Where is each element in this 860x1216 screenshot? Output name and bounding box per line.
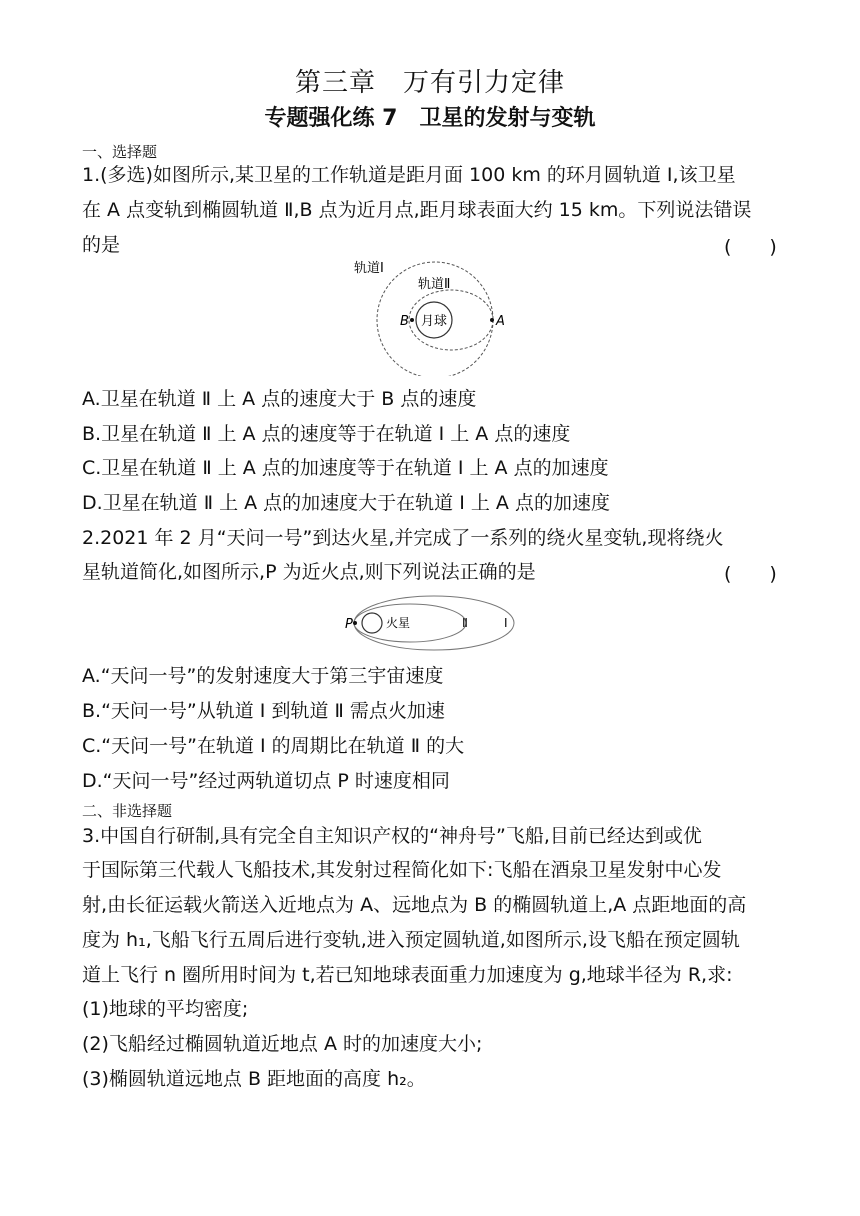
point-b-dot	[410, 318, 414, 322]
q2-stem-line-1: 2.2021 年 2 月“天问一号”到达火星,并完成了一系列的绕火星变轨,现将绕火	[82, 527, 724, 549]
q2-stem-line-2: 星轨道简化,如图所示,P 为近火点,则下列说法正确的是	[82, 561, 536, 583]
chapter-title: 第三章 万有引力定律	[294, 68, 565, 98]
q1-option-b: B.卫星在轨道 Ⅱ 上 A 点的速度等于在轨道 Ⅰ 上 A 点的速度	[82, 423, 571, 445]
q1-orbit-diagram	[340, 256, 520, 376]
q2-option-d: D.“天问一号”经过两轨道切点 P 时速度相同	[82, 770, 450, 792]
page-subtitle: 专题强化练 7 卫星的发射与变轨	[264, 106, 596, 131]
point-p-dot	[353, 621, 357, 625]
orbit-1-label: 轨道Ⅰ	[354, 261, 384, 276]
q2-option-c: C.“天问一号”在轨道 Ⅰ 的周期比在轨道 Ⅱ 的大	[82, 735, 465, 757]
mars-orbit-1-ellipse	[354, 596, 514, 650]
point-b-label: B	[400, 314, 409, 329]
section-heading-non-choice: 二、非选择题	[82, 802, 173, 820]
q3-subquestion-3: (3)椭圆轨道远地点 B 距地面的高度 h₂。	[82, 1068, 426, 1090]
moon-label: 月球	[420, 314, 448, 329]
q1-answer-blank: ( )	[724, 236, 777, 258]
q3-line-4: 度为 h₁,飞船飞行五周后进行变轨,进入预定圆轨道,如图所示,设飞船在预定圆轨	[82, 929, 740, 951]
q2-option-a: A.“天问一号”的发射速度大于第三宇宙速度	[82, 665, 444, 687]
mars-orbit-1-label: Ⅰ	[504, 616, 508, 630]
q3-subquestion-1: (1)地球的平均密度;	[82, 998, 249, 1020]
q3-line-2: 于国际第三代载人飞船技术,其发射过程简化如下:飞船在酒泉卫星发射中心发	[82, 859, 722, 881]
q1-stem-line-3: 的是	[82, 234, 121, 256]
q2-option-b: B.“天问一号”从轨道 Ⅰ 到轨道 Ⅱ 需点火加速	[82, 700, 445, 722]
q1-stem-line-1: 1.(多选)如图所示,某卫星的工作轨道是距月面 100 km 的环月圆轨道 Ⅰ,该卫星	[82, 164, 736, 186]
q2-answer-blank: ( )	[724, 563, 777, 585]
mars-orbit-2-label: Ⅱ	[462, 616, 468, 630]
q3-subquestion-2: (2)飞船经过椭圆轨道近地点 A 时的加速度大小;	[82, 1033, 483, 1055]
q1-option-c: C.卫星在轨道 Ⅱ 上 A 点的加速度等于在轨道 Ⅰ 上 A 点的加速度	[82, 457, 609, 479]
q1-stem-line-2: 在 A 点变轨到椭圆轨道 Ⅱ,B 点为近月点,距月球表面大约 15 km。下列说法错误	[82, 199, 752, 221]
q2-orbit-diagram	[344, 594, 520, 652]
point-a-label: A	[496, 314, 505, 329]
point-a-dot	[490, 318, 494, 322]
q3-line-3: 射,由长征运载火箭送入近地点为 A、远地点为 B 的椭圆轨道上,A 点距地面的高	[82, 894, 747, 916]
point-p-label: P	[345, 617, 353, 632]
mars-label: 火星	[386, 616, 411, 630]
q1-option-d: D.卫星在轨道 Ⅱ 上 A 点的加速度大于在轨道 Ⅰ 上 A 点的加速度	[82, 492, 610, 514]
orbit-2-label: 轨道Ⅱ	[418, 277, 451, 292]
mars-circle	[362, 613, 382, 633]
q3-line-1: 3.中国自行研制,具有完全自主知识产权的“神舟号”飞船,目前已经达到或优	[82, 825, 702, 847]
q1-option-a: A.卫星在轨道 Ⅱ 上 A 点的速度大于 B 点的速度	[82, 388, 477, 410]
q3-line-5: 道上飞行 n 圈所用时间为 t,若已知地球表面重力加速度为 g,地球半径为 R,求:	[82, 964, 733, 986]
section-heading-choice: 一、选择题	[82, 143, 158, 161]
